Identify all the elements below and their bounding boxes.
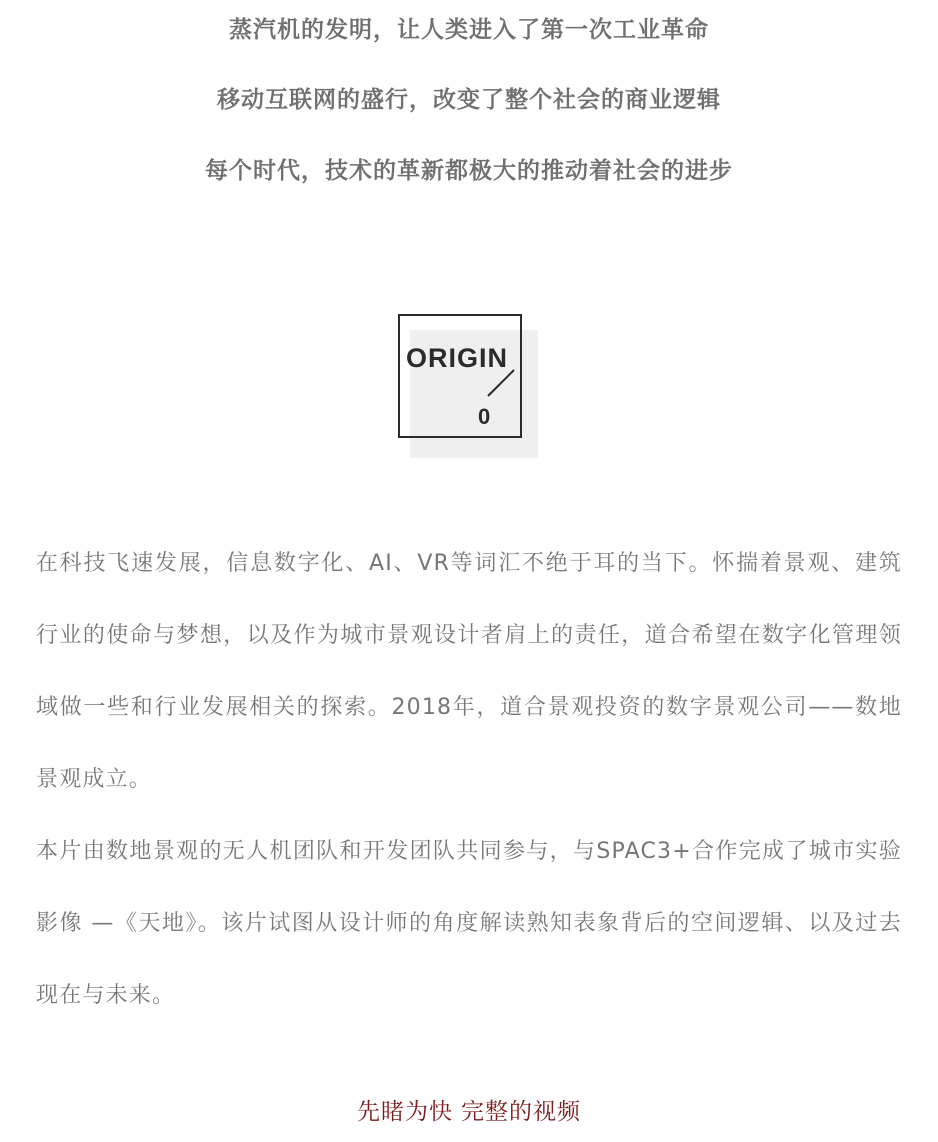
logo-number: 0	[478, 404, 491, 429]
logo-slash-icon	[398, 314, 522, 438]
body-paragraph-1: 在科技飞速发展，信息数字化、AI、VR等词汇不绝于耳的当下。怀揣着景观、建筑行业的使命与梦想，以及作为城市景观设计者肩上的责任，道合希望在数字化管理领域做一些和行业发展相关的探索。2018年，道合景观投资的数字景观公司——数地景观成立。	[36, 551, 902, 792]
intro-line-2: 移动互联网的盛行，改变了整个社会的商业逻辑	[217, 87, 721, 113]
intro-line-1: 蒸汽机的发明，让人类进入了第一次工业革命	[229, 17, 709, 43]
cta-full-video-text[interactable]: 完整的视频	[461, 1099, 581, 1125]
cta-preview-text[interactable]: 先睹为快	[357, 1099, 453, 1125]
body-paragraph-2: 本片由数地景观的无人机团队和开发团队共同参与，与SPAC3+合作完成了城市实验影像 —《天地》。该片试图从设计师的角度解读熟知表象背后的空间逻辑、以及过去现在与未来。	[36, 839, 902, 1008]
video-call-to-action[interactable]	[0, 1094, 938, 1130]
origin-logo	[398, 314, 540, 460]
intro-line-3: 每个时代，技术的革新都极大的推动着社会的进步	[205, 158, 733, 184]
logo-wordmark: ORIGIN	[406, 343, 509, 373]
